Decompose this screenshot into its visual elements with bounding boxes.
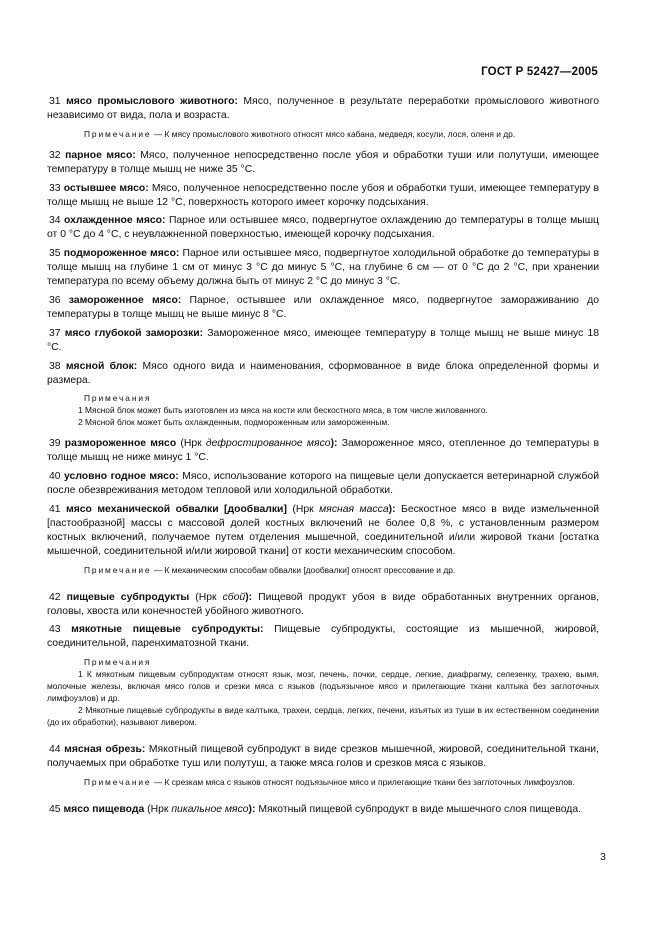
term-deprecated: сбой (222, 591, 246, 603)
term-45 (47, 803, 599, 817)
term-36 (47, 294, 599, 322)
term-title: мясо промыслового животного: (66, 96, 238, 107)
term-number: 40 (49, 471, 61, 483)
term-37 (47, 327, 599, 355)
term-number: 31 (49, 96, 61, 107)
term-definition: Мясо, использование которого на пищевые цели допускается ветеринарной службой после обезвреживания методом тепловой или холодильной обработки. (47, 471, 600, 497)
term-number: 45 (49, 804, 61, 816)
term-41 (47, 503, 599, 559)
term-nrk: (Нрк (195, 591, 217, 603)
term-title: мясная обрезь: (64, 744, 146, 756)
term-punct: ): (388, 504, 396, 516)
term-definition: Бескостное мясо в виде измельченной [пастообразной] массы с массовой долей костных включений не более 0,8 %, с установленным размером костных включений, получаемое путем отделения мышечной, соединительной и/или жировой ткани [остатка мышечной, соединительной и/или жировой ткани] от кости механическим способом. (47, 504, 600, 557)
term-punct: ): (330, 438, 338, 450)
note-41 (47, 564, 599, 576)
term-definition: Замороженное мясо, отепленное до температуры в толще мышц не ниже минус 1 °С. (47, 438, 600, 464)
term-nrk: (Нрк (180, 438, 202, 450)
term-nrk: (Нрк (147, 804, 169, 816)
note-text: — К срезкам мяса с языков относят подъязычное мясо и прилегающие ткани без заглоточных лимфоузлов. (153, 777, 575, 788)
term-42 (47, 591, 599, 619)
term-definition: Мясо одного вида и наименования, сформованное в виде блока определенной формы и размера. (47, 360, 599, 386)
term-39 (47, 437, 599, 465)
term-definition: Мякотный пищевой субпродукт в виде срезков мышечной, жировой, соединительной ткани, получаемых при обработке туш или полутуш, а также мяса голов и срезков мяса с языков. (47, 744, 599, 770)
term-number: 37 (49, 327, 61, 339)
term-title: мясо механической обвалки [дообвалки] (66, 504, 287, 516)
term-title: условно годное мясо: (64, 471, 179, 483)
term-number: 42 (49, 591, 61, 603)
term-33 (47, 182, 599, 210)
note-item: 2 Мякотные пищевые субпродукты в виде калтыка, трахеи, сердца, легких, печени, изъятых из туши в их естественном соединении (до их обработки), называют ливером. (47, 705, 599, 728)
term-deprecated: пикальное мясо (171, 804, 249, 816)
term-title: мясо пищевода (63, 804, 145, 816)
term-definition: Парное или остывшее мясо, подвергнутое холодильной обработке до температуры в толще мышц на глубине 1 см от минус 3 °С до минус 5 °С, на глубине 6 см — от 0 °С до 2 °С, при хранении температура по всему объему должна быть от минус 2 °С до минус 3 °С. (47, 248, 600, 288)
notes-label: Примечания (84, 393, 152, 404)
term-number: 44 (49, 744, 61, 756)
note-item: 1 Мясной блок может быть изготовлен из мяса на кости или бескостного мяса, в том числе жилованного. (78, 405, 488, 416)
term-title: парное мясо: (65, 149, 136, 161)
term-title: подмороженное мясо: (63, 248, 180, 260)
term-number: 43 (49, 624, 61, 636)
note-text: — К механическим способам обвалки [дообвалки] относят прессование и др. (153, 564, 456, 575)
notes-43 (47, 656, 599, 728)
term-number: 33 (49, 182, 61, 194)
term-number: 39 (49, 438, 61, 450)
document-header: ГОСТ Р 52427—2005 (481, 66, 598, 78)
note-label: Примечание (84, 564, 152, 575)
term-34 (47, 214, 599, 242)
term-title: охлажденное мясо: (64, 215, 166, 227)
term-definition: Мякотный пищевой субпродукт в виде мышечного слоя пищевода. (258, 804, 581, 816)
note-item: 1 К мякотным пищевым субпродуктам относят язык, мозг, печень, почки, сердце, легкие, диафрагму, селезенку, трахею, вымя, молочные железы, включая мясо голов и срезки мяса с языков (подъязычное мясо и прилегающие ткани калтыка без заглоточных лимфоузлов) и др. (47, 669, 599, 704)
page-number: 3 (600, 851, 606, 863)
note-text: — К мясу промыслового животного относят мясо кабана, медведя, косули, лося, оленя и др. (153, 128, 516, 139)
notes-label: Примечания (84, 657, 152, 668)
term-number: 36 (49, 294, 61, 306)
term-number: 38 (49, 360, 61, 372)
term-35 (47, 247, 599, 289)
term-title: замороженное мясо: (68, 294, 182, 306)
term-definition: Мясо, полученное в результате переработки промыслового животного независимо от вида, пола и возраста. (47, 96, 600, 121)
note-label: Примечание (84, 128, 152, 139)
term-title: размороженное мясо (64, 438, 177, 450)
term-44 (47, 743, 599, 771)
term-43 (47, 623, 599, 651)
term-definition: Мясо, полученное непосредственно после убоя и обработки туши, имеющее температуру в толще мышц не выше 12 °С, поверхность которого имеет корочку подсыхания. (47, 182, 600, 208)
term-32 (47, 149, 599, 177)
term-title: мясо глубокой заморозки: (64, 327, 204, 339)
term-title: мякотные пищевые субпродукты: (71, 624, 264, 636)
term-definition: Мясо, полученное непосредственно после убоя и обработки туши или полутуши, имеющее температуру в толще мышц не ниже 35 °С. (47, 149, 600, 175)
term-definition: Пищевые субпродукты, состоящие из мышечной, жировой, соединительной, паренхиматозной ткани. (47, 624, 600, 650)
notes-38 (47, 392, 599, 428)
term-deprecated: дефростированное мясо (205, 438, 331, 450)
term-number: 41 (49, 504, 61, 516)
term-punct: ): (248, 804, 256, 816)
term-number: 35 (49, 248, 61, 260)
note-31 (47, 128, 599, 140)
term-nrk: (Нрк (292, 504, 314, 516)
term-number: 34 (49, 215, 61, 227)
term-definition: Парное или остывшее мясо, подвергнутое охлаждению до температуры в толще мышц от 0 °С до 4 °С, с неувлажненной поверхностью, имеющей корочку подсыхания. (47, 215, 600, 241)
term-punct: ): (245, 591, 253, 603)
term-38 (47, 360, 599, 388)
term-deprecated: мясная масса (319, 504, 389, 516)
term-title: пищевые субпродукты (66, 591, 190, 603)
term-definition: Парное, остывшее или охлажденное мясо, подвергнутое замораживанию до температуры в толще мышц не выше минус 8 °С. (47, 294, 599, 320)
term-31 (47, 95, 599, 123)
term-definition: Пищевой продукт убоя в виде обработанных внутренних органов, головы, хвоста или конечностей убойного животного. (47, 591, 599, 617)
term-definition: Замороженное мясо, имеющее температуру в толще мышц не выше минус 18 °С. (47, 327, 600, 353)
document-body (47, 95, 599, 822)
note-44 (47, 776, 599, 788)
term-title: остывшее мясо: (63, 182, 149, 194)
term-title: мясной блок: (65, 360, 138, 372)
term-number: 32 (49, 149, 61, 161)
note-label: Примечание (84, 777, 152, 788)
term-40 (47, 470, 599, 498)
note-item: 2 Мясной блок может быть охлажденным, подмороженным или замороженным. (78, 417, 390, 428)
